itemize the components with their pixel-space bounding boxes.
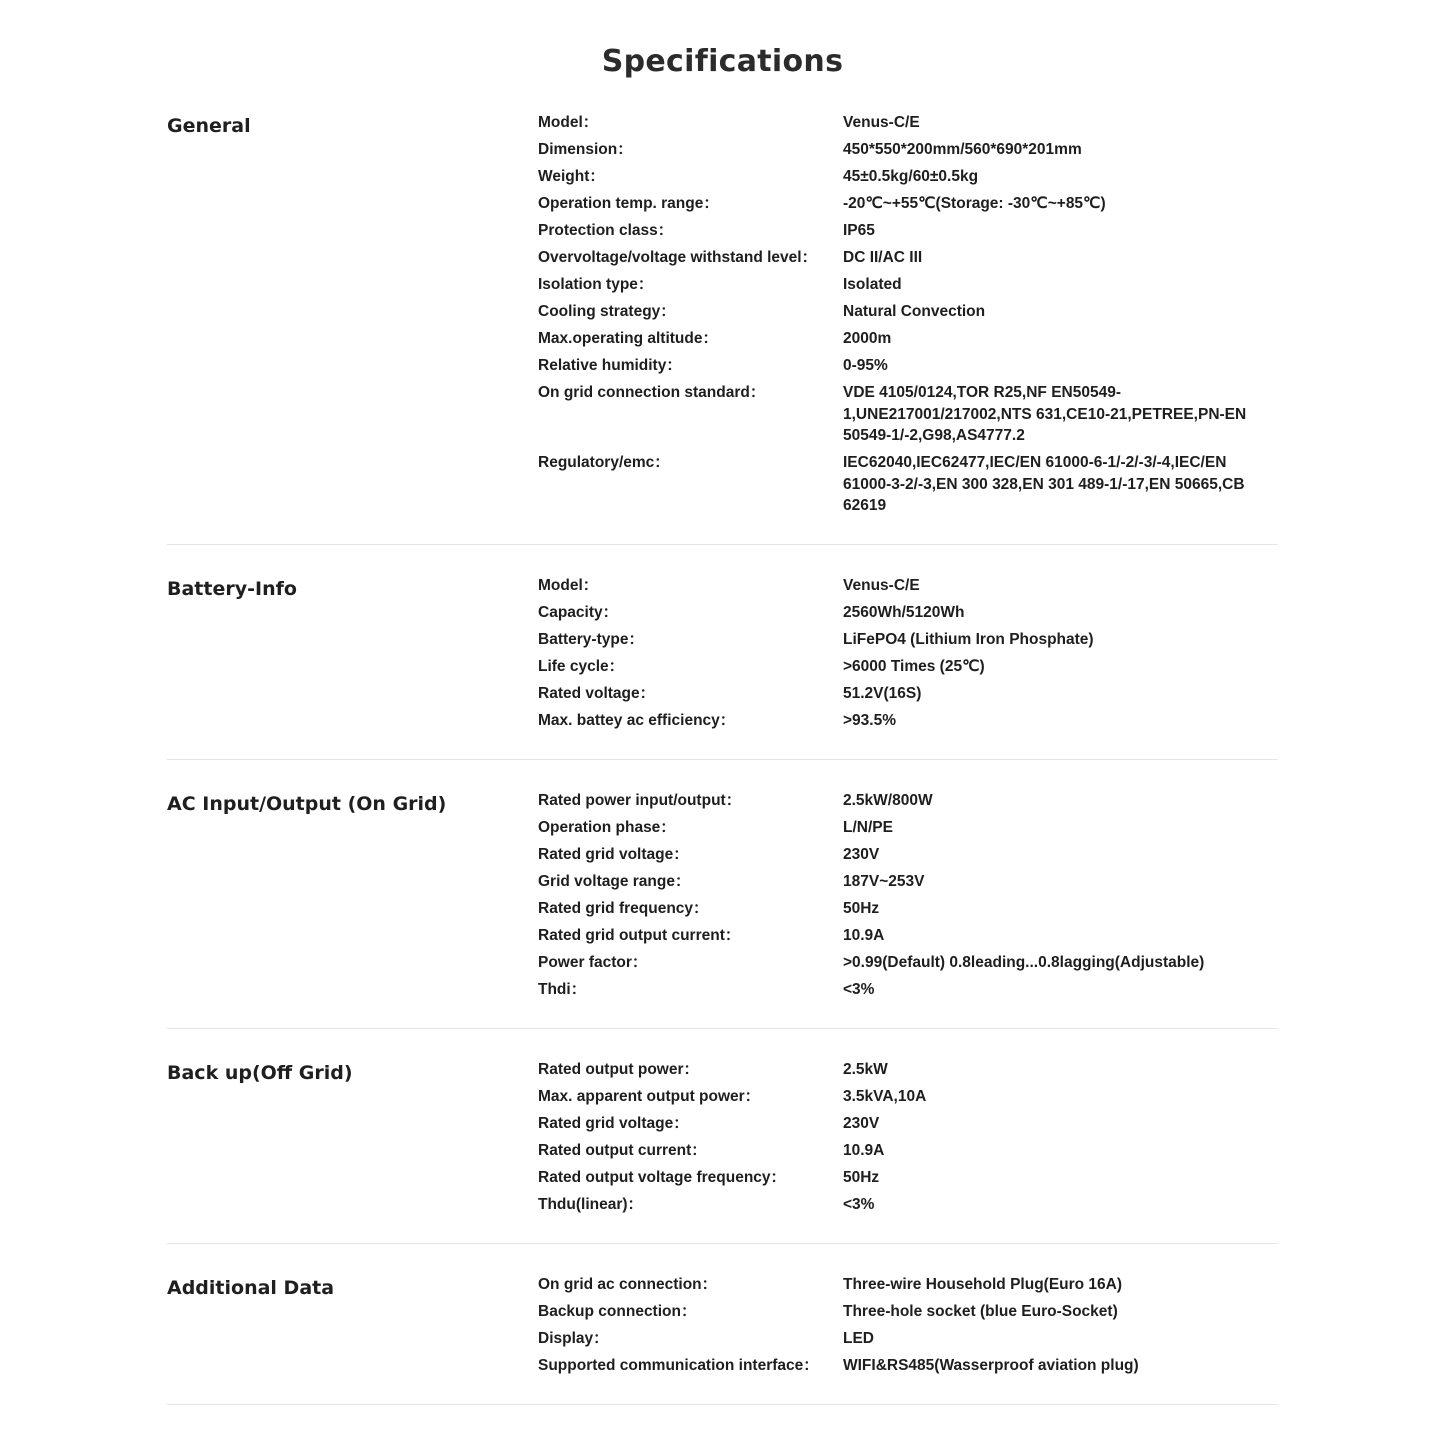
spec-row-backup-connection: [538, 1301, 1278, 1323]
spec-value: 45±0.5kg/60±0.5kg: [843, 168, 979, 185]
spec-row-dimension: [538, 139, 1278, 161]
spec-value: Natural Convection: [843, 303, 986, 320]
spec-value: 50Hz: [843, 900, 880, 917]
spec-row-cooling-strategy: [538, 301, 1278, 323]
spec-label: Max. battey ac efficiency：: [538, 712, 736, 729]
spec-value: 3.5kVA,10A: [843, 1088, 927, 1105]
spec-value: 51.2V(16S): [843, 685, 922, 702]
section-heading: Additional Data: [167, 1277, 335, 1299]
spec-row-operation-temp-range: [538, 193, 1278, 215]
spec-label: Rated grid frequency：: [538, 900, 709, 917]
spec-label: Protection class：: [538, 222, 674, 239]
spec-label: Rated power input/output：: [538, 792, 742, 809]
spec-row-max-efficiency: [538, 710, 1278, 732]
spec-label: Grid voltage range：: [538, 873, 691, 890]
spec-rows: [538, 112, 1278, 522]
spec-value: LiFePO4 (Lithium Iron Phosphate): [843, 631, 1094, 648]
spec-row-rated-output-current: [538, 1140, 1278, 1162]
spec-rows: [538, 1059, 1278, 1221]
spec-value: Isolated: [843, 276, 902, 293]
spec-row-display: [538, 1328, 1278, 1350]
spec-label: Display：: [538, 1330, 609, 1347]
spec-value: 230V: [843, 846, 880, 863]
section-heading: Back up(Off Grid): [167, 1062, 353, 1084]
spec-row-relative-humidity: [538, 355, 1278, 377]
section-ac-input-output: [167, 790, 1278, 1029]
spec-label: On grid ac connection：: [538, 1276, 718, 1293]
spec-value: 2.5kW/800W: [843, 792, 933, 809]
spec-value: L/N/PE: [843, 819, 893, 836]
spec-row-rated-grid-frequency: [538, 898, 1278, 920]
spec-label: Capacity：: [538, 604, 619, 621]
spec-row-overvoltage-level: [538, 247, 1278, 269]
spec-value: 230V: [843, 1115, 880, 1132]
spec-value: 2560Wh/5120Wh: [843, 604, 965, 621]
spec-label: Thdu(linear)：: [538, 1196, 644, 1213]
spec-label: Relative humidity：: [538, 357, 682, 374]
spec-row-thdu-linear: [538, 1194, 1278, 1216]
spec-label: Power factor：: [538, 954, 648, 971]
spec-value: IEC62040,IEC62477,IEC/EN 61000-6-1/-2/-3/-4,IEC/EN 61000-3-2/-3,EN 300 328,EN 301 489-1/-17,EN 50665,CB 62619: [843, 454, 1245, 514]
spec-label: Rated grid voltage：: [538, 846, 689, 863]
spec-label: Model：: [538, 577, 599, 594]
spec-label: Rated grid voltage：: [538, 1115, 689, 1132]
section-general: [167, 112, 1278, 545]
spec-row-life-cycle: [538, 656, 1278, 678]
spec-label: Rated grid output current：: [538, 927, 741, 944]
spec-value: LED: [843, 1330, 874, 1347]
spec-row-grid-standard: [538, 382, 1278, 447]
spec-row-regulatory-emc: [538, 452, 1278, 517]
spec-rows: [538, 1274, 1278, 1382]
spec-label: Rated output power：: [538, 1061, 700, 1078]
spec-value: DC II/AC III: [843, 249, 923, 266]
page-title: Specifications: [601, 44, 844, 79]
spec-label: Rated output voltage frequency：: [538, 1169, 787, 1186]
spec-label: Isolation type：: [538, 276, 654, 293]
spec-value: 2000m: [843, 330, 892, 347]
section-heading: General: [167, 115, 251, 137]
spec-value: 187V~253V: [843, 873, 925, 890]
specifications-table: [167, 112, 1278, 1435]
spec-value: Three-wire Household Plug(Euro 16A): [843, 1276, 1123, 1293]
spec-label: Max.operating altitude：: [538, 330, 718, 347]
spec-row-max-apparent-output-power: [538, 1086, 1278, 1108]
spec-label: Battery-type：: [538, 631, 644, 648]
spec-row-rated-power: [538, 790, 1278, 812]
spec-label: Overvoltage/voltage withstand level：: [538, 249, 818, 266]
spec-value: Three-hole socket (blue Euro-Socket): [843, 1303, 1118, 1320]
spec-value: 2.5kW: [843, 1061, 888, 1078]
section-backup-off-grid: [167, 1059, 1278, 1244]
spec-value: -20℃~+55℃(Storage: -30℃~+85℃): [843, 195, 1106, 212]
spec-value: >0.99(Default) 0.8leading...0.8lagging(Adjustable): [843, 954, 1205, 971]
spec-label: On grid connection standard：: [538, 384, 766, 401]
spec-row-grid-voltage-range: [538, 871, 1278, 893]
spec-value: Venus-C/E: [843, 577, 920, 594]
spec-value: >6000 Times (25℃): [843, 658, 985, 675]
spec-value: IP65: [843, 222, 875, 239]
spec-label: Rated output current：: [538, 1142, 707, 1159]
spec-row-rated-grid-voltage: [538, 844, 1278, 866]
spec-row-battery-type: [538, 629, 1278, 651]
spec-row-operation-phase: [538, 817, 1278, 839]
spec-label: Rated voltage：: [538, 685, 656, 702]
spec-label: Cooling strategy：: [538, 303, 676, 320]
spec-row-model: [538, 575, 1278, 597]
spec-value: 450*550*200mm/560*690*201mm: [843, 141, 1082, 158]
spec-rows: [538, 790, 1278, 1006]
spec-row-isolation-type: [538, 274, 1278, 296]
spec-label: Life cycle：: [538, 658, 625, 675]
spec-row-thdi: [538, 979, 1278, 1001]
spec-value: WIFI&RS485(Wasserproof aviation plug): [843, 1357, 1139, 1374]
section-additional-data: [167, 1274, 1278, 1405]
spec-row-protection-class: [538, 220, 1278, 242]
spec-row-rated-grid-voltage: [538, 1113, 1278, 1135]
spec-label: Thdi：: [538, 981, 587, 998]
spec-label: Operation phase：: [538, 819, 676, 836]
spec-label: Dimension：: [538, 141, 633, 158]
spec-label: Supported communication interface：: [538, 1357, 819, 1374]
spec-value: 0-95%: [843, 357, 888, 374]
spec-rows: [538, 575, 1278, 737]
spec-row-rated-output-power: [538, 1059, 1278, 1081]
spec-value: <3%: [843, 981, 875, 998]
spec-value: VDE 4105/0124,TOR R25,NF EN50549-1,UNE217001/217002,NTS 631,CE10-21,PETREE,PN-EN 50549-1/-2,G98,AS4777.2: [843, 384, 1247, 444]
spec-row-rated-voltage: [538, 683, 1278, 705]
spec-row-model: [538, 112, 1278, 134]
spec-row-on-grid-ac-connection: [538, 1274, 1278, 1296]
spec-row-weight: [538, 166, 1278, 188]
section-heading: Battery-Info: [167, 578, 297, 600]
spec-label: Weight：: [538, 168, 605, 185]
spec-row-communication-interface: [538, 1355, 1278, 1377]
spec-row-capacity: [538, 602, 1278, 624]
spec-value: >93.5%: [843, 712, 897, 729]
spec-row-rated-grid-output-current: [538, 925, 1278, 947]
section-heading: AC Input/Output (On Grid): [167, 793, 447, 815]
spec-label: Max. apparent output power：: [538, 1088, 761, 1105]
spec-label: Model：: [538, 114, 599, 131]
spec-value: 50Hz: [843, 1169, 880, 1186]
spec-row-rated-output-voltage-frequency: [538, 1167, 1278, 1189]
spec-value: 10.9A: [843, 927, 885, 944]
spec-value: 10.9A: [843, 1142, 885, 1159]
spec-value: Venus-C/E: [843, 114, 920, 131]
section-battery-info: [167, 575, 1278, 760]
spec-row-max-altitude: [538, 328, 1278, 350]
spec-value: <3%: [843, 1196, 875, 1213]
spec-label: Operation temp. range：: [538, 195, 719, 212]
spec-label: Backup connection：: [538, 1303, 697, 1320]
spec-row-power-factor: [538, 952, 1278, 974]
spec-label: Regulatory/emc：: [538, 454, 670, 471]
